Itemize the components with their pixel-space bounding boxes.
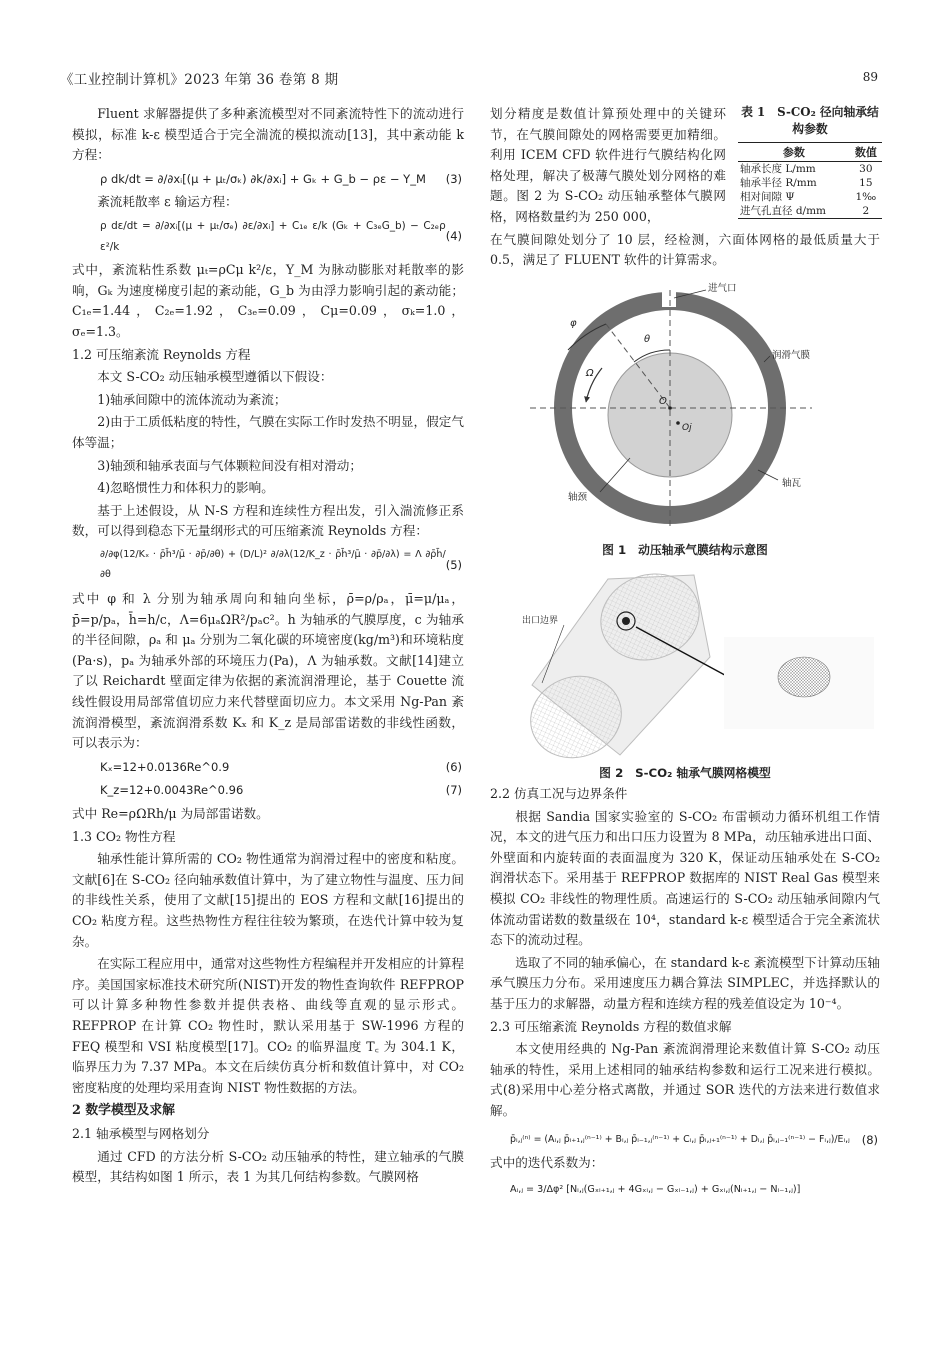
journal-label: 轴颈 bbox=[568, 492, 588, 503]
table-row bbox=[738, 190, 882, 204]
equation-5 bbox=[72, 545, 464, 586]
O-label: O bbox=[659, 396, 667, 407]
table-cell: 轴承长度 L/mm bbox=[740, 163, 816, 175]
equation-number: (8) bbox=[861, 1132, 878, 1147]
paragraph: 在实际工程应用中，通常对这些物性方程编程并开发相应的计算程序。美国国家标准技术研究所(NIST)开发的物性查询软件 REFPROP 可以计算多种物性参数并提供表格、曲线等直观的显示形式。REFPROP 在计算 CO₂ 物性时，默认采用基于 SW-1996 方程的 FEQ 模型和 VSI 粘度模型[17]。CO₂ 的临界温度 T꜀ 为 304.1 K，临界压力为 7.37 MPa。本文在后续仿真分析和数值计算中，对 CO₂ 密度粘度的处理均采用查询 NIST 物性数据的方法。 bbox=[72, 956, 464, 1095]
table-cell: 15 bbox=[859, 177, 873, 189]
figure-1-caption: 图 1 动压轴承气膜结构示意图 bbox=[602, 543, 768, 557]
equation-number: (5) bbox=[445, 558, 462, 573]
journal-header: 《工业控制计算机》2023 年第 36 卷第 8 期 bbox=[60, 72, 339, 88]
paragraph: 式中 Re=ρΩRh/μ 为局部雷诺数。 bbox=[72, 806, 269, 821]
table-1 bbox=[738, 104, 882, 219]
Oj-label: Oj bbox=[682, 423, 692, 433]
paragraph: 划分精度是数值计算预处理中的关键环节，在气膜间隙处的网格需要更加精细。利用 ICEM CFD 软件进行气膜结构化网格处理，解决了极薄气膜处划分网格的难题。图 2 为 S-CO₂ 动压轴承整体气膜网格，网格数量约为 250 000， bbox=[490, 106, 726, 224]
equation-number: (7) bbox=[445, 783, 462, 798]
table-row bbox=[738, 176, 882, 190]
inlet-gap bbox=[662, 285, 676, 307]
paragraph: 本文 S-CO₂ 动压轴承模型遵循以下假设： bbox=[97, 369, 333, 385]
paragraph: 轴承性能计算所需的 CO₂ 物性通常为润滑过程中的密度和粘度。文献[6]在 S-CO₂ 径向轴承数值计算中，为了建立物性与温度、压力间的非线性关系，使用了文献[15]提出的 EOS 方程和文献[16]提出的 CO₂ 粘度方程。这些热物性方程往往较为繁琐，在迭代计算中较为复杂。 bbox=[72, 851, 464, 949]
paragraph: 通过 CFD 的方法分析 S-CO₂ 动压轴承的特性，建立轴承的气膜模型，其结构如图 1 所示，表 1 为其几何结构参数。气膜网格 bbox=[72, 1148, 464, 1185]
equation-body: ρ dε/dt = ∂/∂xᵢ[(μ + μₜ/σₑ) ∂ε/∂xᵢ] + C₁ₑ ε/k (Gₖ + C₃ₑG_b) − C₂ₑρ ε²/k bbox=[100, 219, 446, 253]
table-header: 数值 bbox=[850, 143, 882, 162]
table-cell: 2 bbox=[850, 204, 882, 219]
equation-3 bbox=[72, 169, 464, 190]
right-column-bottom bbox=[490, 782, 880, 1203]
inlet-mesh-detail bbox=[778, 657, 830, 697]
figure-1-bearing-diagram bbox=[520, 280, 860, 535]
equation-number: (6) bbox=[445, 759, 462, 774]
left-column bbox=[72, 104, 464, 1190]
table-cell: 1‰ bbox=[855, 191, 877, 203]
table-cell: 轴承半径 R/mm bbox=[740, 177, 817, 189]
equation-body: Kₓ=12+0.0136Re^0.9 bbox=[100, 759, 230, 774]
paragraph: 本文使用经典的 Ng-Pan 紊流润滑理论来数值计算 S-CO₂ 动压轴承的特性，采用上述相同的轴承结构参数和运行工况来进行模拟。式(8)采用中心差分格式离散，并通过 SOR 迭代的方法来进行数值求解。 bbox=[490, 1041, 880, 1118]
outlet-label: 出口边界 bbox=[522, 616, 559, 626]
paragraph: 1)轴承间隙中的流体流动为紊流； bbox=[97, 391, 287, 407]
film-label: 润滑气膜 bbox=[772, 350, 811, 361]
table-cell: 30 bbox=[859, 163, 873, 175]
phi-label: φ bbox=[570, 318, 577, 329]
table-header: 参数 bbox=[738, 143, 850, 162]
section-heading-2-2: 2.2 仿真工况与边界条件 bbox=[490, 786, 628, 801]
table-row bbox=[738, 162, 882, 177]
section-heading-1-2: 1.2 可压缩紊流 Reynolds 方程 bbox=[72, 346, 251, 362]
theta-label: θ bbox=[644, 334, 651, 345]
paragraph: Fluent 求解器提供了多种紊流模型对不同紊流特性下的流动进行模拟，标准 k-ε 模型适合于完全湍流的模拟流动[13]，其中紊动能 k 方程： bbox=[72, 106, 464, 163]
paragraph: 在气膜间隙处划分了 10 层，经检测，六面体网格的最低质量大于 0.5，满足了 FLUENT 软件的计算需求。 bbox=[490, 231, 880, 268]
equation-number: (4) bbox=[445, 229, 462, 244]
paragraph: 2)由于工质低粘度的特性，气膜在实际工作时发热不明显，假定气体等温； bbox=[72, 414, 464, 450]
bearing-centre bbox=[668, 406, 672, 410]
omega-label: Ω bbox=[586, 368, 594, 379]
parameter-table bbox=[738, 142, 882, 219]
paragraph: 基于上述假设，从 N-S 方程和连续性方程出发，引入湍流修正系数，可以得到稳态下无量纲形式的可压缩紊流 Reynolds 方程： bbox=[72, 502, 464, 539]
equation-6 bbox=[72, 757, 464, 778]
page-number: 89 bbox=[862, 70, 878, 84]
equation-body: ∂/∂φ(12/Kₓ · ρ̄h̄³/μ̄ · ∂p̄/∂θ) + (D/L)² ∂/∂λ(12/K_z · ρ̄h̄³/μ̄ · ∂p̄/∂λ) = Λ ∂ρ̄h̄/∂θ bbox=[100, 548, 446, 581]
section-heading-1-3: 1.3 CO₂ 物性方程 bbox=[72, 828, 176, 844]
equation-9 bbox=[490, 1180, 880, 1201]
section-heading-2: 2 数学模型及求解 bbox=[72, 1103, 175, 1119]
section-heading-2-1: 2.1 轴承模型与网格划分 bbox=[72, 1125, 210, 1141]
equation-body: ρ dk/dt = ∂/∂xᵢ[(μ + μₜ/σₖ) ∂k/∂xᵢ] + Gₖ + G_b − ρε − Y_M bbox=[100, 171, 426, 186]
paragraph: 式中 φ 和 λ 分别为轴承周向和轴向坐标，ρ̄=ρ/ρₐ，μ̄=μ/μₐ，p̄=p/pₐ，h̄=h/c，Λ=6μₐΩR²/pₐc²。h 为轴承的气膜厚度，c 为轴承的半径间隙，ρₐ 和 μₐ 分别为二氧化碳的环境密度(kg/m³)和环境粘度(Pa·s)，pₐ 为轴承外部的环境压力(Pa)，Λ 为轴承数。文献[14]建立了以 Reichardt 壁面定律为依据的紊流润滑理论，基于 Couette 流线性假设用局部常值切应力来代替壁面切应力。本文采用 Ng-Pan 紊流润滑模型，紊流润滑系数 Kₓ 和 K_z 是局部雷诺数的非线性函数，可以表示为： bbox=[72, 591, 464, 751]
table-row bbox=[738, 204, 882, 219]
paragraph: 4)忽略惯性力和体积力的影响。 bbox=[97, 480, 274, 496]
paragraph: 式中，紊流粘性系数 μₜ=ρCμ k²/ε，Y_M 为脉动膨胀对耗散率的影响，Gₖ 为速度梯度引起的紊动能，G_b 为由浮力影响引起的紊动能；C₁ₑ=1.44，C₂ₑ=1.92，C₃ₑ=0.09，Cμ=0.09，σₖ=1.0，σₑ=1.3。 bbox=[72, 262, 464, 339]
table-caption: 表 1 S-CO₂ 径向轴承结构参数 bbox=[741, 105, 879, 136]
equation-number: (3) bbox=[445, 171, 462, 186]
figure-2-mesh-model bbox=[512, 565, 882, 760]
section-heading-2-3: 2.3 可压缩紊流 Reynolds 方程的数值求解 bbox=[490, 1018, 732, 1034]
equation-body: p̄ᵢ,ⱼ⁽ⁿ⁾ = (Aᵢ,ⱼ p̄ᵢ₊₁,ⱼ⁽ⁿ⁻¹⁾ + Bᵢ,ⱼ p̄ᵢ₋₁,ⱼ⁽ⁿ⁻¹⁾ + Cᵢ,ⱼ p̄ᵢ,ⱼ₊₁⁽ⁿ⁻¹⁾ + Dᵢ,ⱼ p̄ᵢ,ⱼ₋₁⁽ⁿ⁻¹⁾ − Fᵢ,ⱼ)/Eᵢ,ⱼ bbox=[510, 1133, 850, 1145]
paragraph: 式中的迭代系数为： bbox=[490, 1155, 604, 1171]
table-cell: 进气孔直径 d/mm bbox=[738, 204, 850, 219]
inlet-label: 进气口 bbox=[708, 283, 737, 294]
journal-centre bbox=[676, 421, 680, 425]
equation-body: K_z=12+0.0043Re^0.96 bbox=[100, 783, 244, 798]
bearing-label: 轴瓦 bbox=[782, 478, 802, 489]
equation-4 bbox=[72, 216, 464, 257]
equation-8 bbox=[490, 1130, 880, 1151]
paragraph: 3)轴颈和轴承表面与气体颗粒间没有相对滑动； bbox=[97, 457, 362, 473]
equation-body: Aᵢ,ⱼ = 3/Δφ² [Nᵢ,ⱼ(Gₓᵢ₊₁,ⱼ + 4Gₓᵢ,ⱼ − Gₓᵢ₋₁,ⱼ) + Gₓᵢ,ⱼ(Nᵢ₊₁,ⱼ − Nᵢ₋₁,ⱼ)] bbox=[510, 1183, 801, 1195]
inlet-hole bbox=[622, 617, 630, 625]
paragraph: 紊流耗散率 ε 输运方程： bbox=[97, 194, 238, 210]
table-cell: 相对间隙 Ψ bbox=[740, 191, 795, 203]
paragraph: 根据 Sandia 国家实验室的 S-CO₂ 布雷顿动力循环机组工作情况，本文的进气压力和出口压力设置为 8 MPa，动压轴承进出口面、外壁面和内旋转面的表面温度为 320 K，保证动压轴承处在 S-CO₂ 润滑状态下。采用基于 REFPROP 数据库的 NIST Real Gas 模型来模拟 CO₂ 非线性的物理性质。高速运行的 S-CO₂ 动压轴承间隙内气体流动雷诺数的数量级在 10⁴，standard k-ε 模型适合于完全紊流状态下的流动过程。 bbox=[490, 808, 880, 948]
figure-2-caption: 图 2 S-CO₂ 轴承气膜网格模型 bbox=[599, 766, 771, 780]
equation-7 bbox=[72, 780, 464, 801]
paragraph: 选取了不同的轴承偏心，在 standard k-ε 紊流模型下计算动压轴承气膜压力分布。采用速度压力耦合算法 SIMPLEC，并选择默认的基于压力的求解器，动量方程和连续方程的残差值设定为 10⁻⁴。 bbox=[490, 954, 880, 1011]
